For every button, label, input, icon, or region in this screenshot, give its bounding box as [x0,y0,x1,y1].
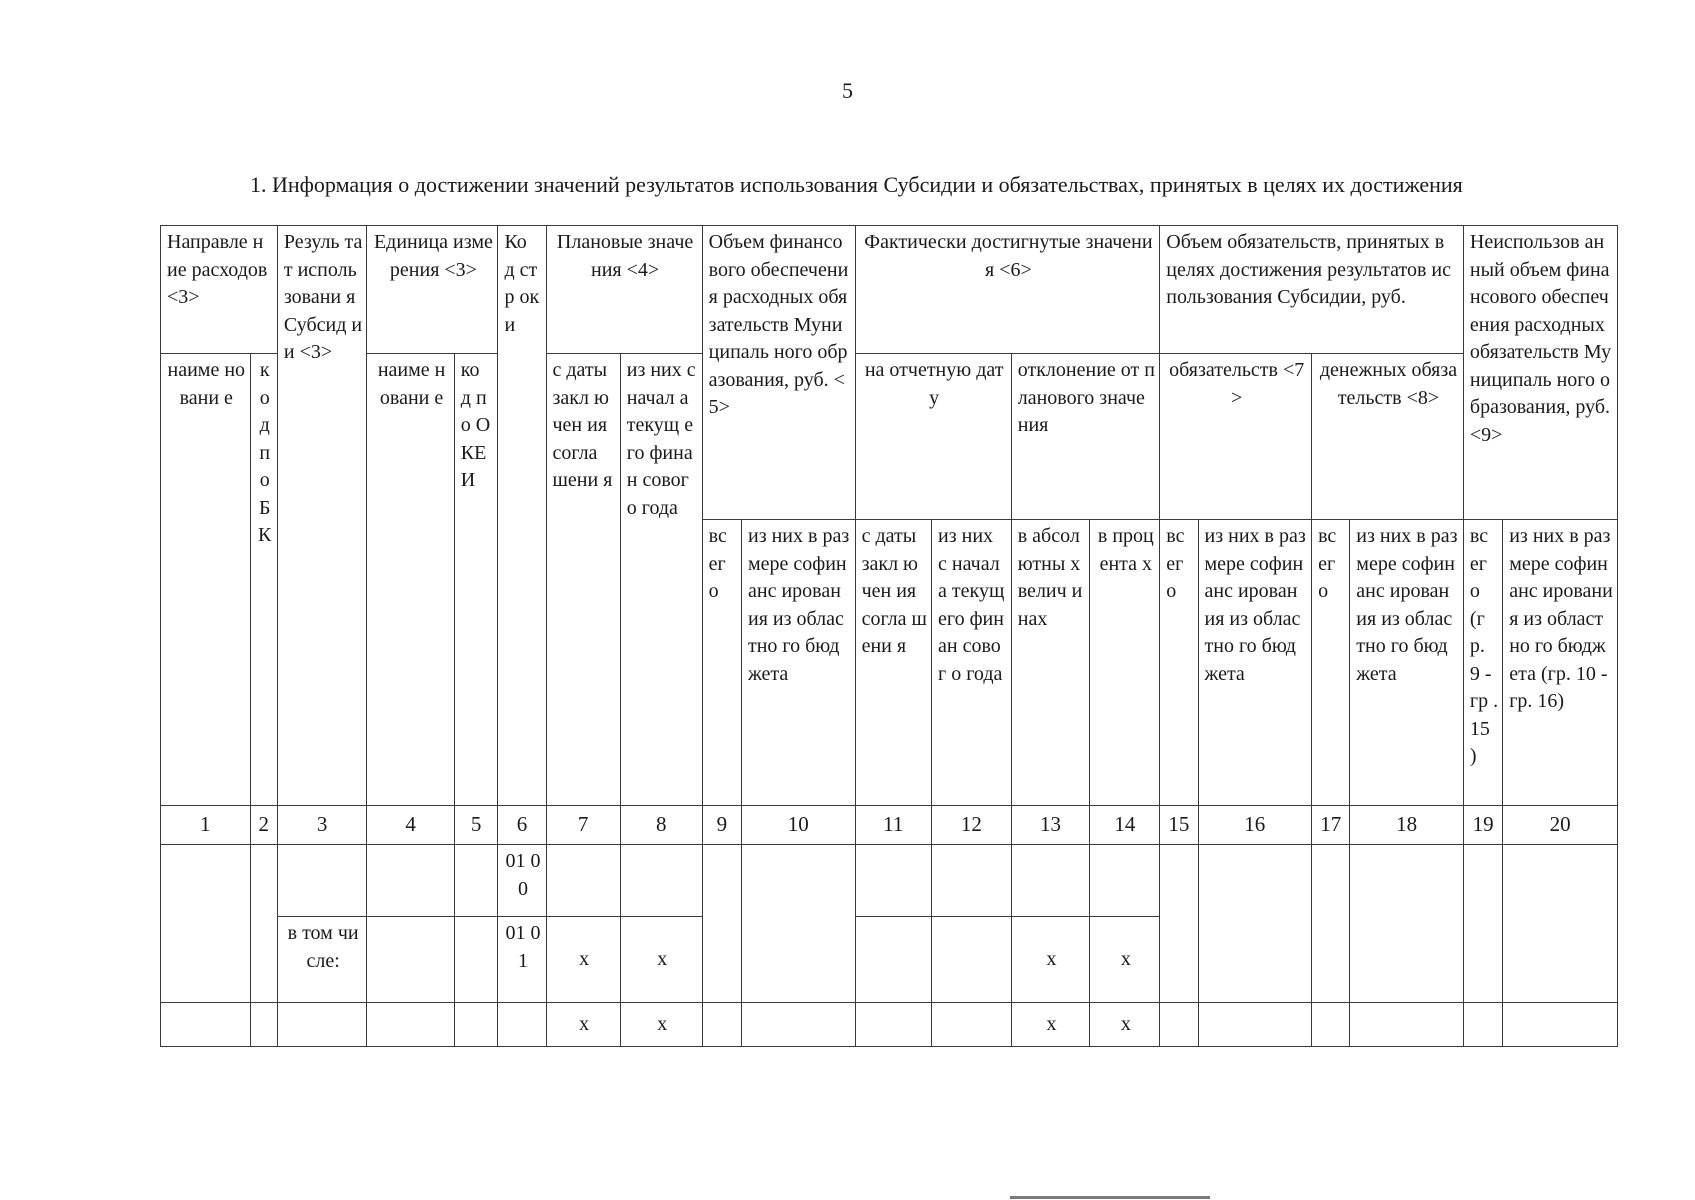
cell [702,845,741,1003]
table-row [161,845,1618,917]
column-number: 9 [702,806,741,845]
cell [932,917,1012,1003]
scan-artifact-line [1010,1196,1210,1199]
header-obligations-money-total: вс ег о [1312,520,1350,806]
header-unused-total: вс ег о (г р. 9 - гр . 15 ) [1463,520,1502,806]
column-number: 12 [932,806,1012,845]
cell [546,845,620,917]
column-number: 2 [250,806,277,845]
cell [1463,845,1502,1003]
column-number: 10 [741,806,855,845]
report-table [160,225,1618,1047]
cell [932,1003,1012,1047]
header-obligations-liab: обязательств <7> [1160,354,1312,520]
header-unit-name: наиме новани е [367,354,454,806]
column-number: 16 [1198,806,1312,845]
header-deviation-pct: в процента х [1090,520,1160,806]
header-unit: Единица измерения <3> [367,226,498,354]
header-actual-from-year: из них с начал а текущ его финан совог о года [932,520,1012,806]
x-mark: x [620,917,702,1003]
row-code-cell: 01 00 [498,845,546,917]
cell [855,1003,931,1047]
header-financing-cofinance: из них в размере софинанс ирования из областно го бюджета [741,520,855,806]
cell [932,845,1012,917]
cell [1350,1003,1464,1047]
header-planned: Плановые значения <4> [546,226,702,354]
cell [1198,1003,1312,1047]
cell [855,917,931,1003]
header-planned-from-agreement: с даты закл ючен ия согла шени я [546,354,620,806]
header-direction: Направле ние расходов <3> [161,226,278,354]
x-mark: x [546,917,620,1003]
x-mark: x [546,1003,620,1047]
cell-result [277,845,367,917]
column-number: 8 [620,806,702,845]
cell [741,1003,855,1047]
x-mark: x [620,1003,702,1047]
column-number: 13 [1011,806,1090,845]
header-deviation: отклонение от планового значения [1011,354,1160,520]
header-deviation-abs: в абсол ютны х велич инах [1011,520,1090,806]
cell [454,1003,498,1047]
cell [367,917,454,1003]
cell [1312,845,1350,1003]
column-number: 7 [546,806,620,845]
cell-unit-name [367,845,454,917]
x-mark: x [1090,1003,1160,1047]
cell [741,845,855,1003]
cell [855,845,931,917]
column-number: 11 [855,806,931,845]
header-financing-total: вс ег о [702,520,741,806]
cell [1463,1003,1502,1047]
header-actual: Фактически достигнутые значения <6> [855,226,1160,354]
header-obligations: Объем обязательств, принятых в целях достижения результатов использования Субсидии, руб. [1160,226,1464,354]
cell [1090,845,1160,917]
column-number: 14 [1090,806,1160,845]
cell-direction-kbk [250,845,277,1003]
page-number: 5 [842,78,853,103]
x-mark: x [1011,1003,1090,1047]
column-number: 4 [367,806,454,845]
header-actual-reporting-date: на отчетную дату [855,354,1011,520]
cell [277,1003,367,1047]
cell [498,1003,546,1047]
cell [1160,1003,1198,1047]
x-mark: x [1011,917,1090,1003]
cell [702,1003,741,1047]
header-unused-cofinance: из них в размере софинанс ирования из областно го бюджета (гр. 10 - гр. 16) [1503,520,1618,806]
header-result: Резуль тат исполь зовани я Субсид ии <3> [277,226,367,806]
cell-unit-okei [454,845,498,917]
cell [367,1003,454,1047]
table-row [161,1003,1618,1047]
header-direction-kbk: к о д п о Б К [250,354,277,806]
header-financing: Объем финансового обеспечения расходных обязательств Муниципаль ного образования, руб. <5> [702,226,855,520]
cell [454,917,498,1003]
column-number: 18 [1350,806,1464,845]
cell [1503,845,1618,1003]
column-number: 3 [277,806,367,845]
cell [620,845,702,917]
document-title: 1. Информация о достижении значений результатов использования Субсидии и обязательствах, принятых в целях их достижения [250,172,1463,197]
column-number: 20 [1503,806,1618,845]
header-actual-from-agreement: с даты закл ючен ия согла шени я [855,520,931,806]
column-number: 19 [1463,806,1502,845]
header-unit-okei: ко д по О КЕ И [454,354,498,806]
cell [1503,1003,1618,1047]
header-obligations-money: денежных обязательств <8> [1312,354,1464,520]
row-label-cell: в том числе: [277,917,367,1003]
cell [1198,845,1312,1003]
cell [250,1003,277,1047]
cell [1160,845,1198,1003]
cell [161,1003,251,1047]
column-number: 5 [454,806,498,845]
column-number: 6 [498,806,546,845]
header-direction-name: наиме новани е [161,354,251,806]
header-planned-from-year: из них с начал а текущ его финан совог о года [620,354,702,806]
column-numbers-row [161,806,1618,845]
cell [1350,845,1464,1003]
header-row-code: Ко д стр ок и [498,226,546,806]
row-code-cell: 01 01 [498,917,546,1003]
column-number: 15 [1160,806,1198,845]
cell [1011,845,1090,917]
header-obligations-money-cofinance: из них в размере софинанс ирования из областно го бюджета [1350,520,1464,806]
cell-direction-name [161,845,251,1003]
cell [1312,1003,1350,1047]
header-obligations-liab-total: вс ег о [1160,520,1198,806]
header-unused: Неиспользов анный объем финансового обеспечения расходных обязательств Муниципаль ного образования, руб. <9> [1463,226,1617,520]
header-obligations-liab-cofinance: из них в размере софинанс ирования из областно го бюджета [1198,520,1312,806]
column-number: 1 [161,806,251,845]
column-number: 17 [1312,806,1350,845]
x-mark: x [1090,917,1160,1003]
